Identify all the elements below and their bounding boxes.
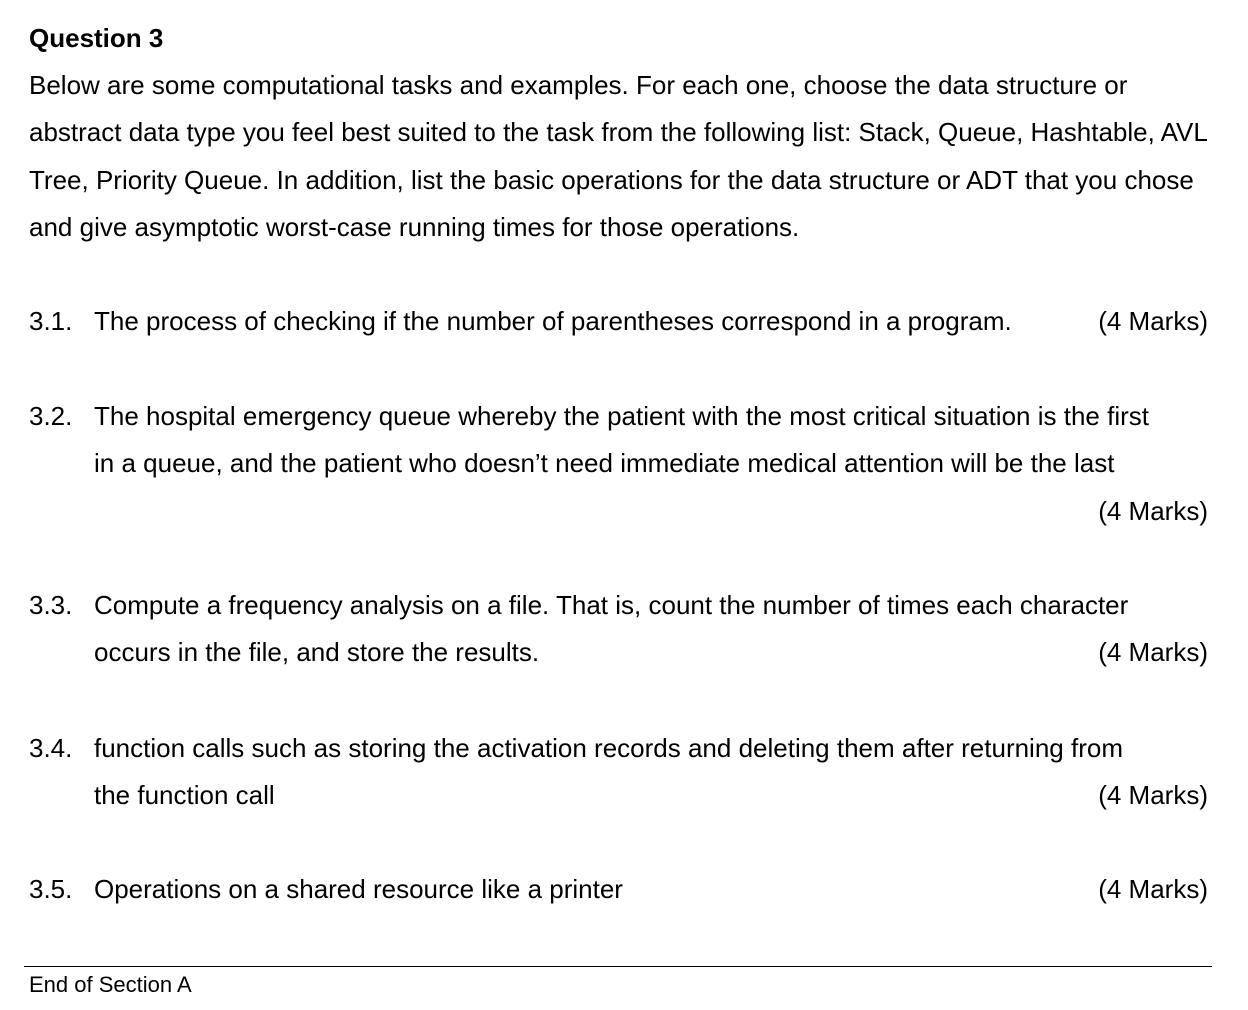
question-item-3-3	[29, 582, 1212, 677]
item-marks: (4 Marks)	[1098, 637, 1208, 668]
item-marks: (4 Marks)	[1098, 306, 1208, 336]
item-text-line: function calls such as storing the activation records and deleting them after returning from	[94, 733, 1123, 763]
item-number: 3.1.	[29, 306, 73, 336]
section-footer: End of Section A	[29, 972, 192, 997]
question-item-3-1	[29, 298, 1212, 345]
item-marks: (4 Marks)	[1098, 874, 1208, 904]
question-title: Question 3	[29, 23, 164, 53]
item-marks: (4 Marks)	[1098, 780, 1208, 811]
item-number: 3.5.	[29, 874, 73, 904]
section-divider	[24, 966, 1212, 967]
item-text-line: Operations on a shared resource like a printer	[94, 874, 623, 904]
item-text-line: occurs in the file, and store the results.	[94, 637, 540, 668]
question-intro: Below are some computational tasks and examples. For each one, choose the data structure or abstract data type you feel best suited to the task from the following list: Stack, Queue, Hashtable, AVL Tree, Priority Queue. In addition, list the basic operations for the data structure or ADT that you chose and give asymptotic worst-case running times for those operations.	[29, 70, 1207, 242]
item-text-line: in a queue, and the patient who doesn’t need immediate medical attention will be the last	[94, 448, 1115, 479]
item-text-line: The process of checking if the number of parentheses correspond in a program.	[94, 306, 1012, 336]
item-text-line: the function call	[94, 780, 275, 811]
question-item-3-2	[29, 393, 1212, 526]
item-number: 3.3.	[29, 590, 73, 620]
question-item-3-5	[29, 866, 1212, 913]
item-number: 3.2.	[29, 401, 73, 431]
item-text-line: Compute a frequency analysis on a file. That is, count the number of times each character	[94, 590, 1129, 620]
question-item-3-4	[29, 725, 1212, 820]
item-marks: (4 Marks)	[1098, 495, 1208, 526]
item-number: 3.4.	[29, 733, 73, 763]
item-text-line: The hospital emergency queue whereby the patient with the most critical situation is the first	[94, 401, 1149, 431]
